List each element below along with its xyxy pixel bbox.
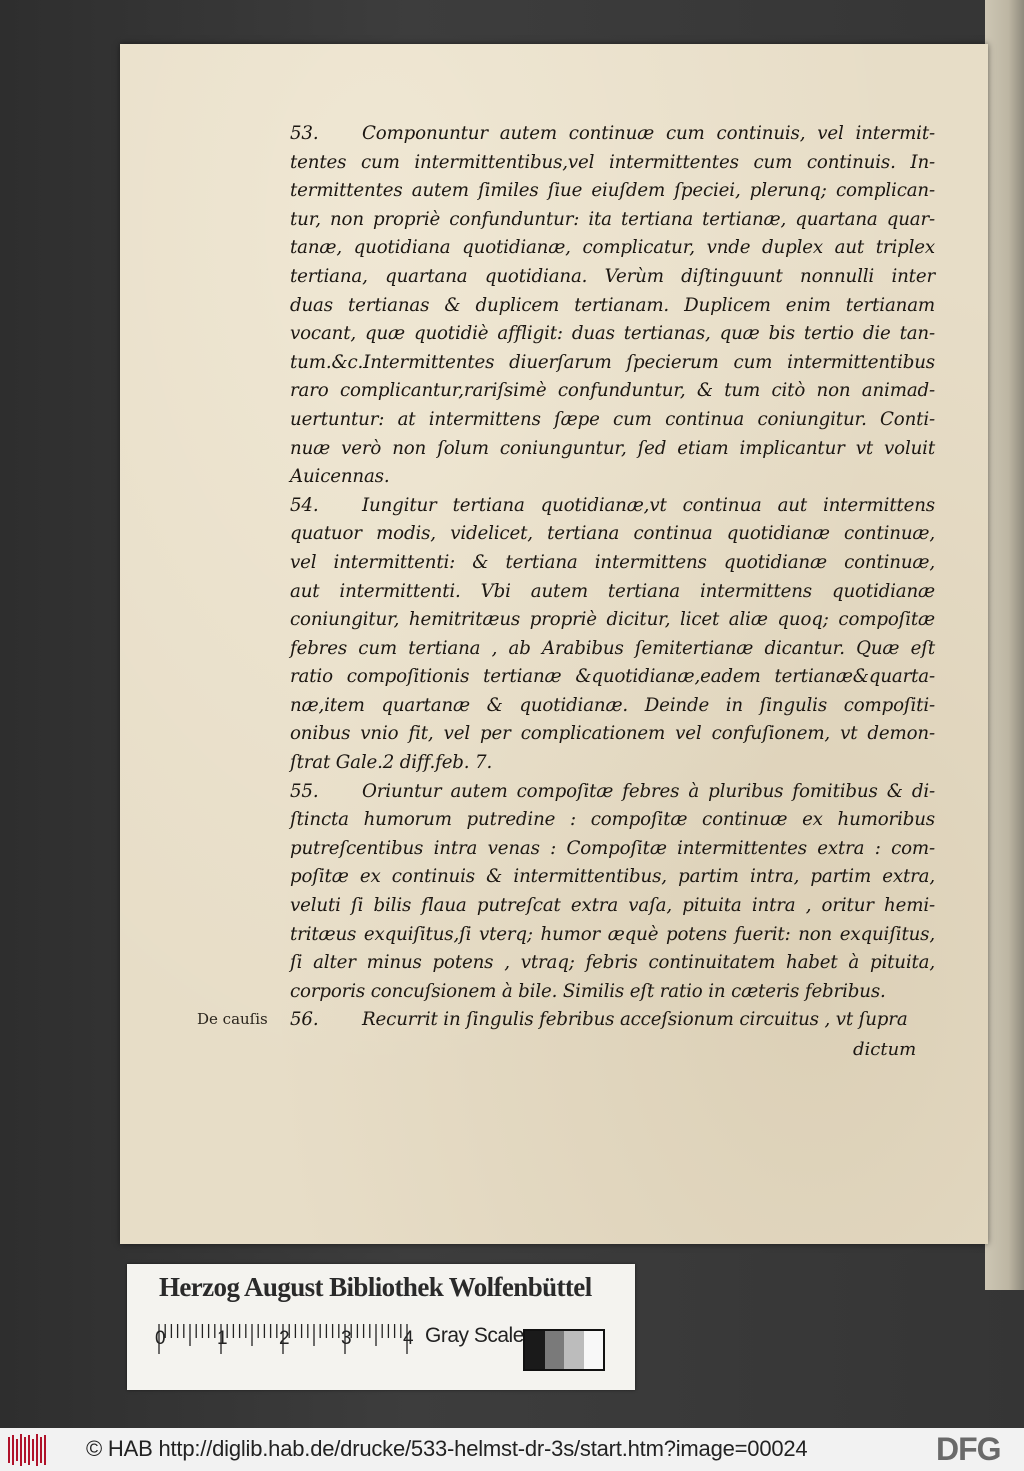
text-line <box>290 1006 935 1035</box>
ruler <box>155 1322 425 1362</box>
text-line <box>290 320 935 349</box>
margin-note: De cauſis <box>197 1010 268 1028</box>
line-text: tertiana, quartana quotidiana. Verùm diſtinguunt nonnulli inter <box>290 265 935 287</box>
library-name: Herzog August Bibliothek Wolfenbüttel <box>159 1272 592 1302</box>
line-text: tanæ, quotidiana quotidianæ, complicatur, vnde duplex aut triplex <box>290 237 935 259</box>
text-line <box>290 435 935 464</box>
line-text: tentes cum intermittentibus,vel intermittentes cum continuis. In- <box>290 151 935 173</box>
line-text: Oriuntur autem compoſitæ febres à pluribus fomitibus & di- <box>362 780 935 802</box>
ruler-number: 1 <box>217 1328 228 1349</box>
gray-scale-swatches <box>523 1329 605 1371</box>
line-text: coniungitur, hemitritæus propriè dicitur, licet aliæ quoq; compoſitæ <box>290 609 935 631</box>
text-line <box>290 921 935 950</box>
paragraph-number: 55. <box>290 780 319 802</box>
text-line <box>290 520 935 549</box>
footer-bar <box>0 1428 1024 1471</box>
line-text: ſtincta humorum putredine : compoſitæ continuæ ex humoribus <box>290 809 935 831</box>
line-text: vel intermittenti: & tertiana intermittens quotidianæ continuæ, <box>290 551 935 573</box>
line-text: vocant, quæ quotidiè affligit: duas tertianas, quæ bis tertio die tan- <box>290 323 935 345</box>
line-text: febres cum tertiana , ab Arabibus ſemitertianæ dicantur. Quæ eſt <box>290 637 935 659</box>
line-text: Auicennas. <box>290 466 390 488</box>
gray-swatch <box>545 1331 565 1369</box>
line-text: raro complicantur,rariſsimè confunduntur, & tum citò non animad- <box>290 380 935 402</box>
paragraph-number: 54. <box>290 494 319 516</box>
line-text: Iungitur tertiana quotidianæ,vt continua aut intermittens <box>362 494 935 516</box>
line-text: ratio compoſitionis tertianæ &quotidianæ,eadem tertianæ&quarta- <box>290 666 935 688</box>
paragraph-number: 56. <box>290 1009 319 1031</box>
line-text: poſitæ ex continuis & intermittentibus, partim intra, partim extra, <box>290 866 935 888</box>
gray-scale-label: Gray Scale <box>425 1324 524 1347</box>
text-line <box>290 778 935 807</box>
gray-swatch <box>564 1331 584 1369</box>
line-text: putreſcentibus intra venas : Compoſitæ intermittentes extra : com- <box>290 837 935 859</box>
text-line <box>290 578 935 607</box>
text-line <box>290 406 935 435</box>
line-text: quatuor modis, videlicet, tertiana continua quotidianæ continuæ, <box>290 523 935 545</box>
line-text: ſi alter minus potens , vtraq; febris continuitatem habet à pituita, <box>290 952 935 974</box>
line-text: onibus vnio fit, vel per complicationem vel confuſionem, vt demon- <box>290 723 935 745</box>
ruler-number: 0 <box>155 1328 166 1349</box>
line-text: aut intermittenti. Vbi autem tertiana intermittens quotidianæ <box>290 580 935 602</box>
dfg-logo: DFG <box>936 1431 1001 1467</box>
text-line <box>290 606 935 635</box>
color-scale-card <box>127 1264 635 1390</box>
text-line <box>290 206 935 235</box>
line-text: termittentes autem ſimiles ſiue eiuſdem ſpeciei, plerunq; complican- <box>290 180 935 202</box>
line-text: tritæus exquiſitus,ſi vterq; humor æquè potens fuerit: non exquiſitus, <box>290 923 935 945</box>
text-line <box>290 720 935 749</box>
page-text <box>290 120 935 1035</box>
line-text: corporis concuſsionem à bile. Similis eſt ratio in cæteris febribus. <box>290 980 886 1002</box>
text-line <box>290 177 935 206</box>
line-text: tur, non propriè confunduntur: ita tertiana tertianæ, quartana quar- <box>290 208 935 230</box>
line-text: næ,item quartanæ & quotidianæ. Deinde in ſingulis compoſiti- <box>290 694 935 716</box>
text-line <box>290 978 935 1007</box>
text-line <box>290 492 935 521</box>
text-line <box>290 263 935 292</box>
text-line <box>290 949 935 978</box>
ruler-number: 3 <box>341 1328 352 1349</box>
text-line <box>290 806 935 835</box>
ruler-number: 2 <box>279 1328 290 1349</box>
ruler-number: 4 <box>403 1328 414 1349</box>
text-line <box>290 863 935 892</box>
text-line <box>290 377 935 406</box>
line-text: Componuntur autem continuæ cum continuis, vel intermit- <box>362 123 935 144</box>
adjacent-page-edge <box>985 0 1024 1290</box>
line-text: ſtrat Gale.2 diff.feb. 7. <box>290 752 493 774</box>
line-text: Recurrit in ſingulis febribus acceſsionum circuitus , vt ſupra <box>362 1009 908 1031</box>
copyright-url[interactable]: © HAB http://diglib.hab.de/drucke/533-helmst-dr-3s/start.htm?image=00024 <box>86 1436 808 1461</box>
text-line <box>290 463 935 492</box>
text-line <box>290 835 935 864</box>
text-line <box>290 149 935 178</box>
text-line <box>290 120 935 149</box>
text-line <box>290 549 935 578</box>
gray-swatch <box>525 1331 545 1369</box>
text-line <box>290 749 935 778</box>
line-text: uertuntur: at intermittens ſæpe cum continua coniungitur. Conti- <box>290 408 935 430</box>
paragraph-number: 53. <box>290 123 319 144</box>
line-text: veluti ſi bilis flaua putreſcat extra vaſa, pituita intra , oritur hemi- <box>290 895 935 917</box>
text-line <box>290 349 935 378</box>
text-line <box>290 234 935 263</box>
text-line <box>290 692 935 721</box>
text-line <box>290 292 935 321</box>
line-text: tum.&c.Intermittentes diuerſarum ſpecierum cum intermittentibus <box>290 351 935 373</box>
text-line <box>290 663 935 692</box>
line-text: duas tertianas & duplicem tertianam. Duplicem enim tertianam <box>290 294 935 316</box>
gray-swatch <box>584 1331 604 1369</box>
line-text: nuæ verò non ſolum coniunguntur, ſed etiam implicantur vt voluit <box>290 437 935 459</box>
barcode-logo-icon <box>7 1433 47 1467</box>
text-line <box>290 635 935 664</box>
catchword: dictum <box>853 1039 917 1060</box>
text-line <box>290 892 935 921</box>
